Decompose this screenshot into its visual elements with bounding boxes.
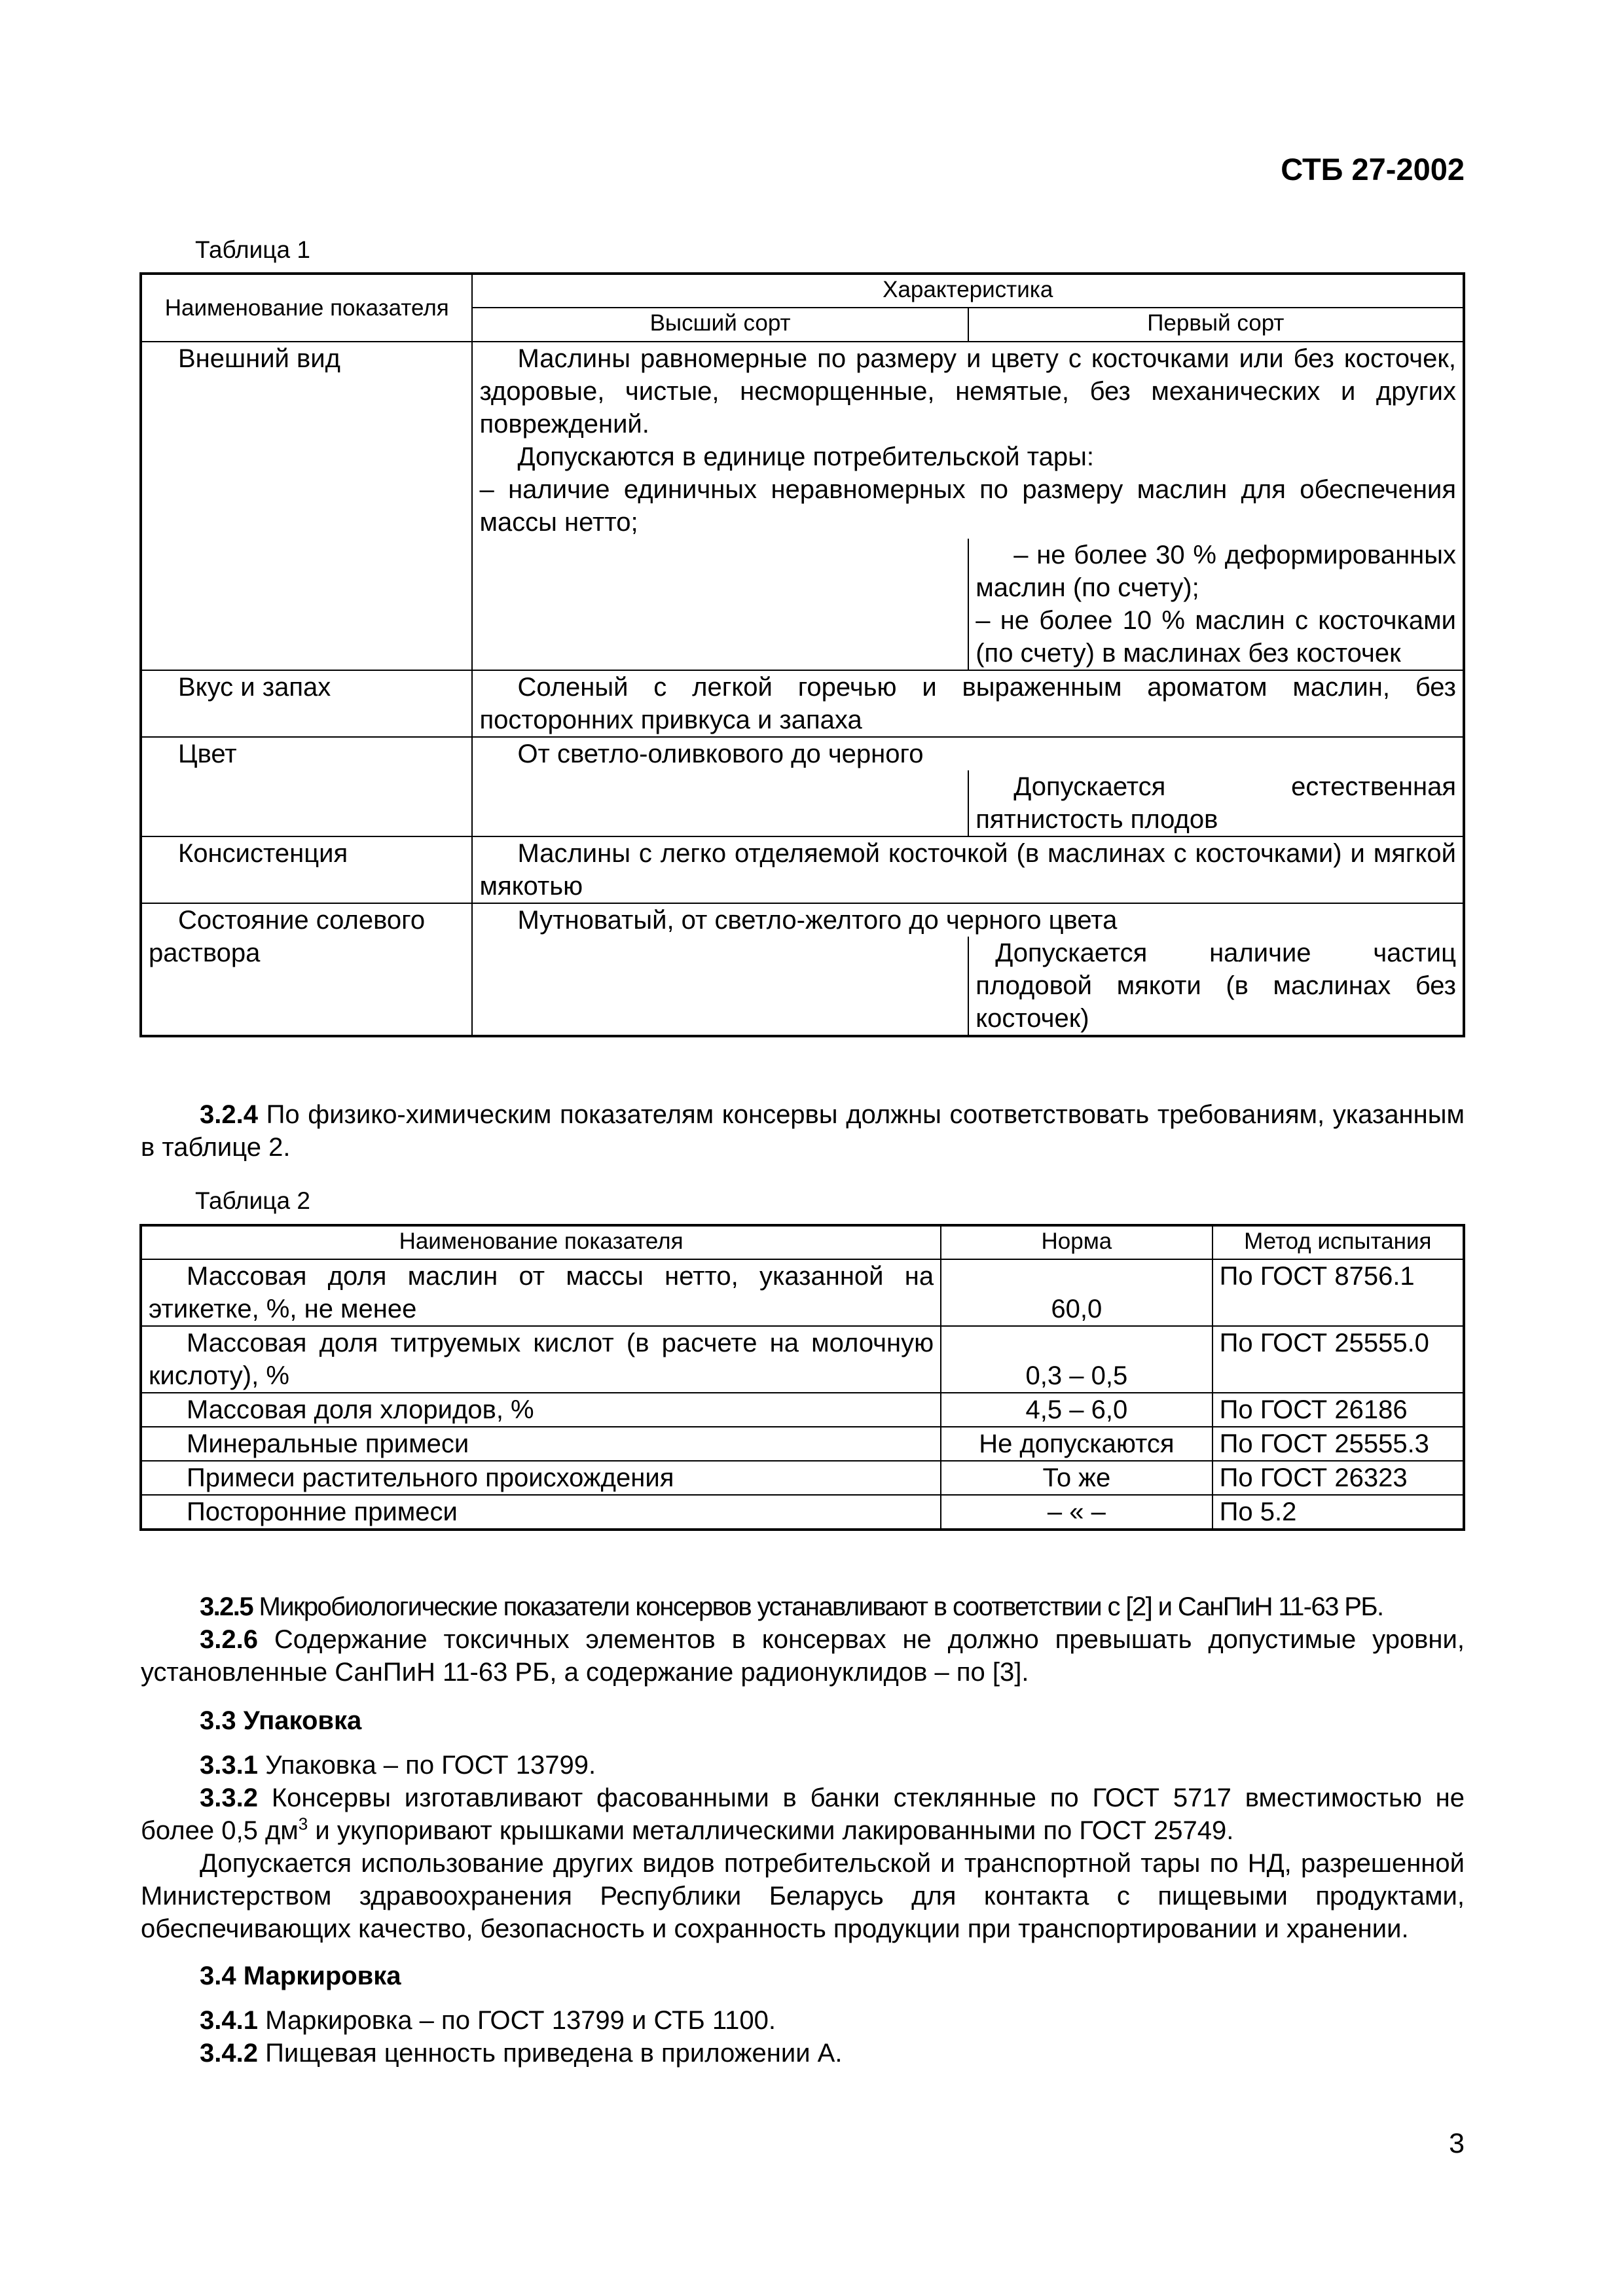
table-row [141,670,1464,737]
t1-header-name: Наименование показателя [141,274,472,342]
paragraph-3-3-2-cont: Допускается использование других видов потребительской и транспортной тары по НД, разрешенной Министерством здравоохранения Республики Беларусь для контакта с пищевыми продуктами, обеспечивающих качество, безопасность и сохранность продукции при транспортировании и хранении. [141,1849,1465,1943]
t2-header-method: Метод испытания [1213,1225,1464,1259]
table-2 [139,1224,1465,1531]
t1-row-name: Консистенция [141,836,472,903]
t1-row-name: Состояние солевого раствора [141,903,472,1036]
t2-cell-norm: 60,0 [941,1259,1212,1326]
section-3-3-title: 3.3 Упаковка [200,1706,362,1735]
t2-cell-method: По 5.2 [1213,1495,1464,1530]
t1-first-grade-note: Допускается естественная пятнистость плодов [976,772,1456,834]
paragraph-3-4-1: 3.4.1 Маркировка – по ГОСТ 13799 и СТБ 1100. [200,2006,776,2035]
paragraph-3-4-2: 3.4.2 Пищевая ценность приведена в приложении А. [200,2039,843,2068]
document-code: СТБ 27-2002 [1281,152,1465,187]
table-row [141,1427,1464,1461]
table-row [141,1461,1464,1495]
table2-caption: Таблица 2 [195,1187,310,1214]
table-row [141,1393,1464,1427]
table-row [141,1326,1464,1393]
t2-cell-method: По ГОСТ 8756.1 [1213,1259,1464,1326]
table-1 [139,272,1465,1037]
t2-cell-method: По ГОСТ 25555.0 [1213,1326,1464,1393]
t1-row-text: Мутноватый, от светло-желтого до черного цвета [517,906,1118,935]
t1-row-text: – наличие единичных неравномерных по размеру маслин для обеспечения массы нетто; [479,475,1456,537]
t2-cell-method: По ГОСТ 26186 [1213,1393,1464,1427]
t1-row-name: Цвет [141,737,472,836]
t1-first-grade-note: – не более 30 % деформированных маслин (по счету); [976,541,1456,602]
t2-cell-name: Посторонние примеси [141,1495,941,1530]
paragraph-3-3-2: 3.3.2 Консервы изготавливают фасованными в банки стеклянные по ГОСТ 5717 вместимостью не более 0,5 $дм^3$ и укупоривают крышками металлическими лакированными по ГОСТ 25749. [141,1784,1465,1845]
t2-header-name: Наименование показателя [141,1225,941,1259]
t1-header-top-grade: Высший сорт [472,308,968,342]
t1-row-text: Допускаются в единице потребительской тары: [517,442,1094,471]
table-row [141,737,1464,836]
paragraph-3-2-6: 3.2.6 Содержание токсичных элементов в консервах не должно превышать допустимые уровни, установленные СанПиН 11-63 РБ, а содержание радионуклидов – по [3]. [141,1625,1465,1687]
t2-cell-name: Массовая доля маслин от массы нетто, указанной на этикетке, %, не менее [141,1259,941,1326]
t1-header-characteristic: Характеристика [472,274,1464,308]
t1-row-text: Маслины с легко отделяемой косточкой (в маслинах с косточками) и мягкой мякотью [479,839,1456,901]
t2-cell-name: Массовая доля титруемых кислот (в расчете на молочную кислоту), % [141,1326,941,1393]
t2-cell-name: Минеральные примеси [141,1427,941,1461]
table-row [141,1495,1464,1530]
paragraph-3-3-1: 3.3.1 Упаковка – по ГОСТ 13799. [200,1751,596,1780]
t1-row-text: От светло-оливкового до черного [517,740,924,768]
t2-cell-norm: Не допускаются [941,1427,1212,1461]
t2-cell-norm: – « – [941,1495,1212,1530]
t2-cell-norm: 4,5 – 6,0 [941,1393,1212,1427]
table-row [141,1259,1464,1326]
t1-first-grade-note: Допускается наличие частиц плодовой мякоти (в маслинах без косточек) [976,939,1456,1033]
t1-row-text: Маслины равномерные по размеру и цвету с косточками или без косточек, здоровые, чистые, несморщенные, немятые, без механических и других повреждений. [479,344,1456,439]
section-3-4-title: 3.4 Маркировка [200,1962,401,1990]
table-row [141,903,1464,1036]
t2-cell-norm: То же [941,1461,1212,1495]
t1-row-name: Вкус и запах [141,670,472,737]
t2-cell-name: Примеси растительного происхождения [141,1461,941,1495]
table-row [141,836,1464,903]
t2-cell-method: По ГОСТ 25555.3 [1213,1427,1464,1461]
t1-header-first-grade: Первый сорт [968,308,1464,342]
t2-cell-norm: 0,3 – 0,5 [941,1326,1212,1393]
t2-header-norm: Норма [941,1225,1212,1259]
page-number: 3 [1449,2128,1465,2159]
table1-caption: Таблица 1 [195,236,310,263]
table-row [141,342,1464,670]
t1-first-grade-note: – не более 10 % маслин с косточками (по счету) в маслинах без косточек [976,606,1456,668]
t1-row-name: Внешний вид [141,342,472,670]
t2-cell-method: По ГОСТ 26323 [1213,1461,1464,1495]
paragraph-3-2-4: 3.2.4 По физико-химическим показателям консервы должны соответствовать требованиям, указанным в таблице 2. [141,1100,1465,1162]
t2-cell-name: Массовая доля хлоридов, % [141,1393,941,1427]
t1-row-text: Соленый с легкой горечью и выраженным ароматом маслин, без посторонних привкуса и запаха [479,673,1456,734]
paragraph-3-2-5: 3.2.5 Микробиологические показатели консервов устанавливают в соответствии с [2] и СанПиН 11-63 РБ. [200,1592,1383,1621]
